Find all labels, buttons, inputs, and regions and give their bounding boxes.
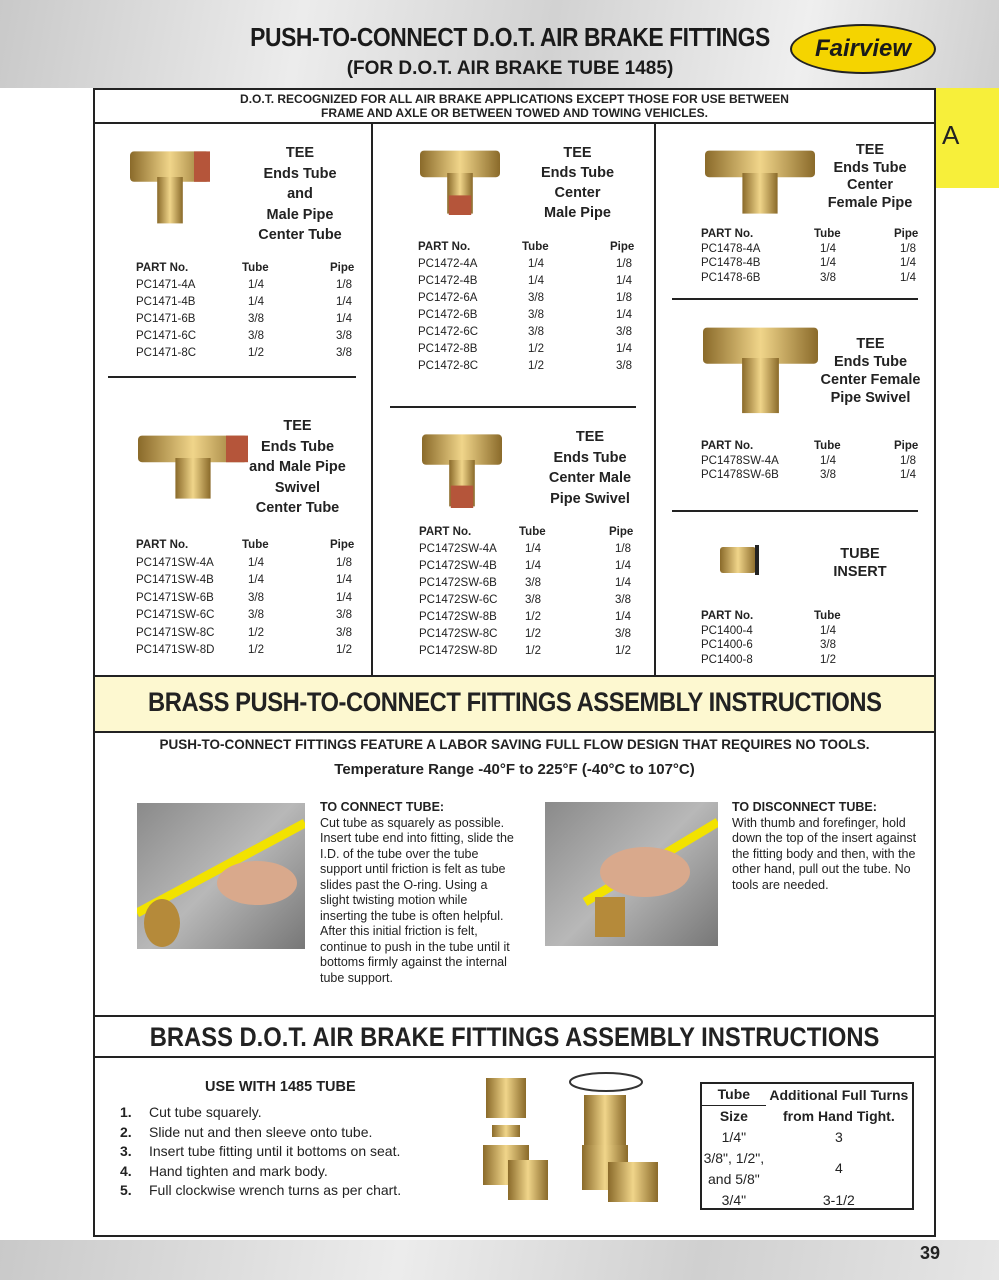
cell: 3 — [834, 1128, 843, 1145]
dot-notice — [93, 88, 936, 124]
disconnect-title: TO DISCONNECT TUBE: — [732, 800, 877, 814]
table-cell: 1/4 — [615, 611, 631, 623]
turns-table — [700, 1082, 914, 1210]
cell: 3/8", 1/2", — [703, 1149, 765, 1166]
table-cell: 1/4 — [248, 574, 264, 586]
product-image-pc1478sw — [703, 320, 818, 415]
table-cell: 3/8 — [248, 330, 264, 342]
table-row — [701, 272, 921, 287]
table-cell: 1/4 — [616, 275, 632, 287]
step-text: Full clockwise wrench turns as per chart. — [149, 1182, 402, 1198]
table-row — [418, 275, 638, 292]
table-cell: 1/4 — [248, 556, 264, 569]
table-cell: 1/4 — [900, 469, 916, 481]
column-header: PART No. — [701, 440, 754, 452]
table-header — [701, 610, 921, 625]
table-cell: 1/8 — [900, 454, 916, 467]
table-cell: 1/4 — [900, 257, 916, 269]
column-divider — [371, 124, 373, 675]
table-cell: 3/8 — [248, 313, 264, 325]
product-title-pc1471 — [250, 143, 350, 246]
cell: 4 — [834, 1160, 843, 1176]
divider — [672, 298, 918, 300]
parts-table-pc1472sw — [419, 526, 639, 662]
table-row — [136, 574, 356, 592]
table-cell: 1/2 — [248, 347, 264, 359]
table-cell: 1/4 — [336, 591, 352, 604]
column-header: Tube — [519, 526, 546, 538]
column-header: Tube — [242, 262, 269, 274]
dot-heading-band — [95, 1015, 934, 1058]
table-cell: PC1472-6A — [418, 292, 478, 304]
column-header: PART No. — [701, 610, 754, 622]
table-cell: PC1472SW-6C — [419, 594, 498, 606]
title-line: TEE — [575, 429, 605, 445]
step-item — [120, 1182, 401, 1202]
header-turns: Additional Full Turns — [769, 1086, 909, 1103]
title-line: Ends Tube — [833, 354, 908, 370]
steps-list — [120, 1104, 401, 1202]
ptc-feature: PUSH-TO-CONNECT FITTINGS FEATURE A LABOR SAVING FULL FLOW DESIGN THAT REQUIRES NO TOOLS. — [159, 737, 870, 752]
title-line: Female Pipe — [827, 194, 913, 211]
table-cell: PC1472-8C — [418, 360, 479, 372]
table-row — [136, 347, 356, 364]
step-number: 5. — [120, 1182, 132, 1198]
divider — [108, 376, 356, 378]
product-image-pc1400 — [720, 545, 760, 575]
parts-table-pc1471sw — [136, 539, 356, 662]
disconnect-text: With thumb and forefinger, hold down the top of the insert against the fitting body and then, with the other hand, pull out the tube. No tools are needed. — [732, 815, 917, 892]
table-cell: 3/8 — [336, 626, 352, 639]
title-line: TEE — [285, 145, 315, 161]
table-cell: 3/8 — [820, 469, 836, 481]
table-cell: PC1472SW-8D — [419, 645, 498, 657]
table-row — [136, 557, 356, 575]
table-cell: 1/2 — [820, 653, 836, 666]
table-cell: PC1400-6 — [701, 639, 753, 651]
column-header: Tube — [814, 228, 841, 240]
column-header: Pipe — [330, 262, 355, 274]
title-line: Pipe Swivel — [830, 390, 911, 406]
table-row — [419, 594, 639, 611]
step-text: Hand tighten and mark body. — [149, 1162, 328, 1179]
title-line: Center Female — [820, 372, 921, 388]
table-cell: 1/4 — [336, 296, 352, 308]
table-cell: PC1471-6B — [136, 313, 196, 325]
title-line: and — [287, 186, 313, 202]
product-title-pc1471sw — [245, 416, 350, 519]
temperature-range: Temperature Range -40°F to 225°F (-40°C to 107°C) — [334, 761, 695, 778]
table-cell: 3/8 — [248, 591, 264, 604]
product-image-pc1472sw — [422, 428, 502, 508]
table-row — [701, 455, 921, 470]
page-title: PUSH-TO-CONNECT D.O.T. AIR BRAKE FITTINGS — [250, 22, 770, 52]
page-number: 39 — [920, 1243, 941, 1263]
section-tab[interactable]: A — [936, 88, 999, 188]
table-row — [419, 543, 639, 560]
table-row — [418, 292, 638, 309]
table-cell: 1/4 — [616, 343, 632, 355]
step-number: 2. — [120, 1123, 132, 1140]
table-cell: PC1472-6C — [418, 326, 479, 338]
product-title-pc1478 — [820, 142, 920, 212]
table-cell: 1/4 — [528, 258, 544, 270]
table-row — [701, 469, 921, 484]
table-cell: 3/8 — [820, 639, 836, 651]
table-cell: PC1471SW-8C — [136, 626, 215, 639]
step-text: Insert tube fitting until it bottoms on seat. — [149, 1143, 401, 1159]
table-cell: 1/4 — [820, 454, 836, 467]
fitting-assembly-illustration — [478, 1070, 663, 1215]
table-row — [419, 611, 639, 628]
parts-table-pc1471 — [136, 262, 356, 364]
title-line: and Male Pipe — [249, 459, 346, 475]
column-header: Pipe — [609, 526, 634, 538]
table-cell: 3/8 — [528, 309, 544, 321]
table-cell: PC1471SW-6C — [136, 609, 215, 621]
table-cell: 1/2 — [248, 644, 264, 656]
table-cell: 3/8 — [616, 326, 632, 338]
table-cell: PC1472-8B — [418, 343, 478, 355]
table-cell: 1/4 — [616, 309, 632, 321]
table-cell: 1/8 — [900, 242, 916, 255]
table-row — [136, 279, 356, 296]
connect-photo — [137, 803, 305, 949]
column-header: Pipe — [610, 241, 635, 253]
notice-line: FRAME AND AXLE OR BETWEEN TOWED AND TOWING VEHICLES. — [321, 106, 708, 120]
table-cell: 3/8 — [615, 594, 631, 606]
cell: 3/4" — [721, 1191, 747, 1208]
title-line: TEE — [563, 145, 592, 161]
table-header — [701, 440, 921, 455]
table-cell: 1/4 — [615, 577, 631, 589]
table-row — [419, 577, 639, 594]
table-cell: PC1471-8C — [136, 347, 197, 359]
fairview-logo: Fairview — [790, 24, 936, 74]
title-line: Center Tube — [258, 227, 342, 243]
table-cell: PC1472SW-4B — [419, 560, 497, 572]
title-line: Male Pipe — [266, 206, 334, 223]
column-header: PART No. — [136, 539, 189, 551]
table-cell: 1/4 — [525, 560, 541, 572]
table-cell: PC1472-4A — [418, 258, 478, 270]
title-line: Center — [554, 185, 601, 201]
title-line: TEE — [855, 142, 885, 158]
table-cell: 1/4 — [248, 279, 264, 291]
table-row — [136, 296, 356, 313]
title-line: Ends Tube — [540, 165, 615, 181]
title-line: Ends Tube — [263, 165, 337, 182]
table-cell: 1/4 — [248, 296, 264, 308]
product-image-pc1471sw — [138, 430, 248, 500]
step-item — [120, 1163, 401, 1183]
table-cell: PC1472-4B — [418, 275, 478, 287]
table-cell: 3/8 — [528, 292, 544, 304]
step-item — [120, 1143, 401, 1163]
title-line: TEE — [283, 418, 312, 434]
divider — [672, 510, 918, 512]
table-row — [419, 645, 639, 662]
title-line: TUBE — [840, 546, 880, 562]
step-item — [120, 1104, 401, 1124]
table-cell: 3/8 — [336, 609, 352, 621]
table-cell: 3/8 — [525, 594, 541, 606]
table-header — [136, 262, 356, 279]
table-cell: 3/8 — [528, 326, 544, 338]
title-line: Pipe Swivel — [550, 490, 630, 507]
table-row — [418, 326, 638, 343]
table-cell: 1/8 — [615, 543, 631, 555]
ptc-heading: BRASS PUSH-TO-CONNECT FITTINGS ASSEMBLY INSTRUCTIONS — [147, 687, 882, 717]
table-cell: 1/8 — [336, 556, 352, 569]
column-header: PART No. — [418, 241, 471, 253]
table-cell: 1/2 — [336, 644, 352, 656]
product-title-pc1478sw — [818, 335, 923, 407]
step-text: Cut tube squarely. — [149, 1104, 262, 1120]
header-tube: Tube — [702, 1084, 766, 1105]
disconnect-instructions — [732, 800, 927, 893]
product-image-pc1478 — [705, 145, 815, 215]
table-row — [136, 330, 356, 347]
table-cell: PC1471SW-8D — [136, 644, 215, 656]
table-cell: PC1472-6B — [418, 309, 478, 321]
cell: and 5/8" — [708, 1170, 760, 1187]
title-line: Ends Tube — [553, 449, 627, 466]
column-header: Tube — [242, 539, 269, 551]
title-line: Swivel — [274, 479, 321, 496]
table-cell: PC1478SW-6B — [701, 469, 779, 481]
cell: 3-1/2 — [822, 1191, 855, 1208]
header-hand-tight: from Hand Tight. — [782, 1107, 895, 1124]
table-cell: 1/8 — [616, 258, 632, 270]
table-row — [418, 343, 638, 360]
footer-band — [0, 1240, 999, 1280]
table-cell: PC1400-8 — [701, 653, 753, 666]
table-row — [701, 654, 921, 669]
title-line: Center Male — [548, 470, 632, 486]
disconnect-photo — [545, 802, 718, 946]
step-number: 4. — [120, 1162, 132, 1179]
column-header: Tube — [814, 440, 841, 452]
table-row — [418, 360, 638, 377]
table-cell: PC1471-4B — [136, 296, 196, 308]
divider — [390, 406, 636, 408]
table-cell: 1/2 — [528, 360, 544, 372]
table-row — [419, 628, 639, 645]
table-row — [136, 313, 356, 330]
column-header: Pipe — [894, 440, 919, 452]
table-cell: 1/4 — [900, 271, 916, 284]
connect-text: Cut tube as squarely as possible. Insert tube end into fitting, slide the I.D. of the tube over the tube support until friction is felt as tube slides past the O-ring. Using a slight twisting motion while inserting the tube is often helpful. After this initial friction is felt, continue to push in the tube until it bottoms firmly against the internal tube support. — [320, 815, 514, 985]
table-cell: 1/2 — [248, 626, 264, 639]
table-cell: 3/8 — [615, 628, 631, 640]
table-cell: PC1472SW-8B — [419, 611, 497, 623]
table-header — [136, 539, 356, 557]
title-line: INSERT — [833, 564, 887, 580]
table-cell: 1/4 — [336, 313, 352, 325]
table-cell: PC1472SW-4A — [419, 543, 497, 555]
step-text: Slide nut and then sleeve onto tube. — [149, 1123, 373, 1140]
table-cell: PC1472SW-6B — [419, 577, 497, 589]
title-line: TEE — [856, 336, 885, 352]
table-cell: 1/2 — [525, 611, 541, 623]
table-row — [701, 257, 921, 272]
column-header: Tube — [522, 241, 549, 253]
table-cell: 3/8 — [248, 609, 264, 621]
table-cell: PC1471SW-4A — [136, 556, 214, 569]
product-title-pc1400 — [810, 545, 910, 581]
column-header: Pipe — [894, 228, 919, 240]
table-cell: 1/4 — [820, 242, 836, 255]
cell: 1/4" — [721, 1128, 747, 1145]
table-cell: 1/4 — [528, 275, 544, 287]
table-cell: PC1471SW-4B — [136, 574, 214, 586]
use-with-label: USE WITH 1485 TUBE — [205, 1079, 356, 1095]
table-cell: PC1471SW-6B — [136, 591, 214, 604]
table-cell: 3/8 — [525, 577, 541, 589]
table-cell: 1/4 — [820, 624, 836, 637]
table-cell: PC1471-6C — [136, 330, 197, 342]
step-item — [120, 1124, 401, 1144]
table-cell: PC1478-6B — [701, 271, 761, 284]
title-line: Center — [847, 177, 893, 193]
table-cell: PC1478-4B — [701, 257, 761, 269]
table-cell: PC1478-4A — [701, 242, 761, 255]
column-header: PART No. — [136, 262, 189, 274]
table-row — [136, 627, 356, 645]
column-divider — [654, 124, 656, 675]
table-cell: 3/8 — [820, 271, 836, 284]
notice-line: D.O.T. RECOGNIZED FOR ALL AIR BRAKE APPLICATIONS EXCEPT THOSE FOR USE BETWEEN — [240, 92, 789, 106]
table-header — [419, 526, 639, 543]
product-image-pc1471 — [130, 145, 210, 225]
table-row — [418, 309, 638, 326]
table-cell: 1/2 — [528, 343, 544, 355]
table-cell: PC1472SW-8C — [419, 628, 498, 640]
table-cell: 1/4 — [820, 257, 836, 269]
title-line: Ends Tube — [260, 438, 335, 455]
header-size: Size — [719, 1107, 748, 1124]
title-line: Center Tube — [255, 500, 340, 516]
table-header — [418, 241, 638, 258]
title-line: Ends Tube — [833, 159, 907, 176]
parts-table-pc1400 — [701, 610, 921, 668]
table-cell: 3/8 — [616, 360, 632, 372]
table-cell: 1/4 — [615, 560, 631, 572]
table-cell: 1/4 — [525, 543, 541, 555]
page-subtitle: (FOR D.O.T. AIR BRAKE TUBE 1485) — [346, 58, 674, 79]
table-cell: PC1478SW-4A — [701, 454, 779, 467]
column-header: Tube — [814, 610, 841, 622]
column-header: PART No. — [701, 228, 754, 240]
parts-table-pc1478 — [701, 228, 921, 286]
product-image-pc1472 — [420, 145, 500, 215]
connect-instructions — [320, 800, 515, 986]
step-number: 3. — [120, 1143, 132, 1159]
title-line: Male Pipe — [544, 205, 611, 221]
table-row — [136, 644, 356, 662]
product-title-pc1472 — [525, 143, 630, 223]
column-header: Pipe — [330, 539, 355, 551]
table-row — [418, 258, 638, 275]
table-header — [701, 228, 921, 243]
table-cell: 1/2 — [525, 645, 541, 657]
table-row — [136, 592, 356, 610]
parts-table-pc1478sw — [701, 440, 921, 484]
table-row — [419, 560, 639, 577]
table-cell: 3/8 — [336, 330, 352, 342]
table-cell: 1/4 — [336, 574, 352, 586]
table-row — [701, 625, 921, 640]
table-cell: PC1471-4A — [136, 279, 196, 291]
column-header: PART No. — [419, 526, 472, 538]
table-cell: 1/8 — [616, 292, 632, 304]
connect-title: TO CONNECT TUBE: — [320, 800, 445, 814]
step-number: 1. — [120, 1104, 132, 1120]
parts-table-pc1472 — [418, 241, 638, 377]
table-row — [701, 639, 921, 654]
table-row — [701, 243, 921, 258]
table-row — [136, 609, 356, 627]
table-cell: 3/8 — [336, 347, 352, 359]
table-cell: 1/2 — [525, 628, 541, 640]
product-title-pc1472sw — [545, 427, 635, 509]
dot-heading: BRASS D.O.T. AIR BRAKE FITTINGS ASSEMBLY INSTRUCTIONS — [149, 1022, 880, 1052]
table-cell: 1/2 — [615, 645, 631, 657]
ptc-heading-band — [95, 675, 934, 733]
table-cell: 1/8 — [336, 279, 352, 291]
table-cell: PC1400-4 — [701, 624, 753, 637]
